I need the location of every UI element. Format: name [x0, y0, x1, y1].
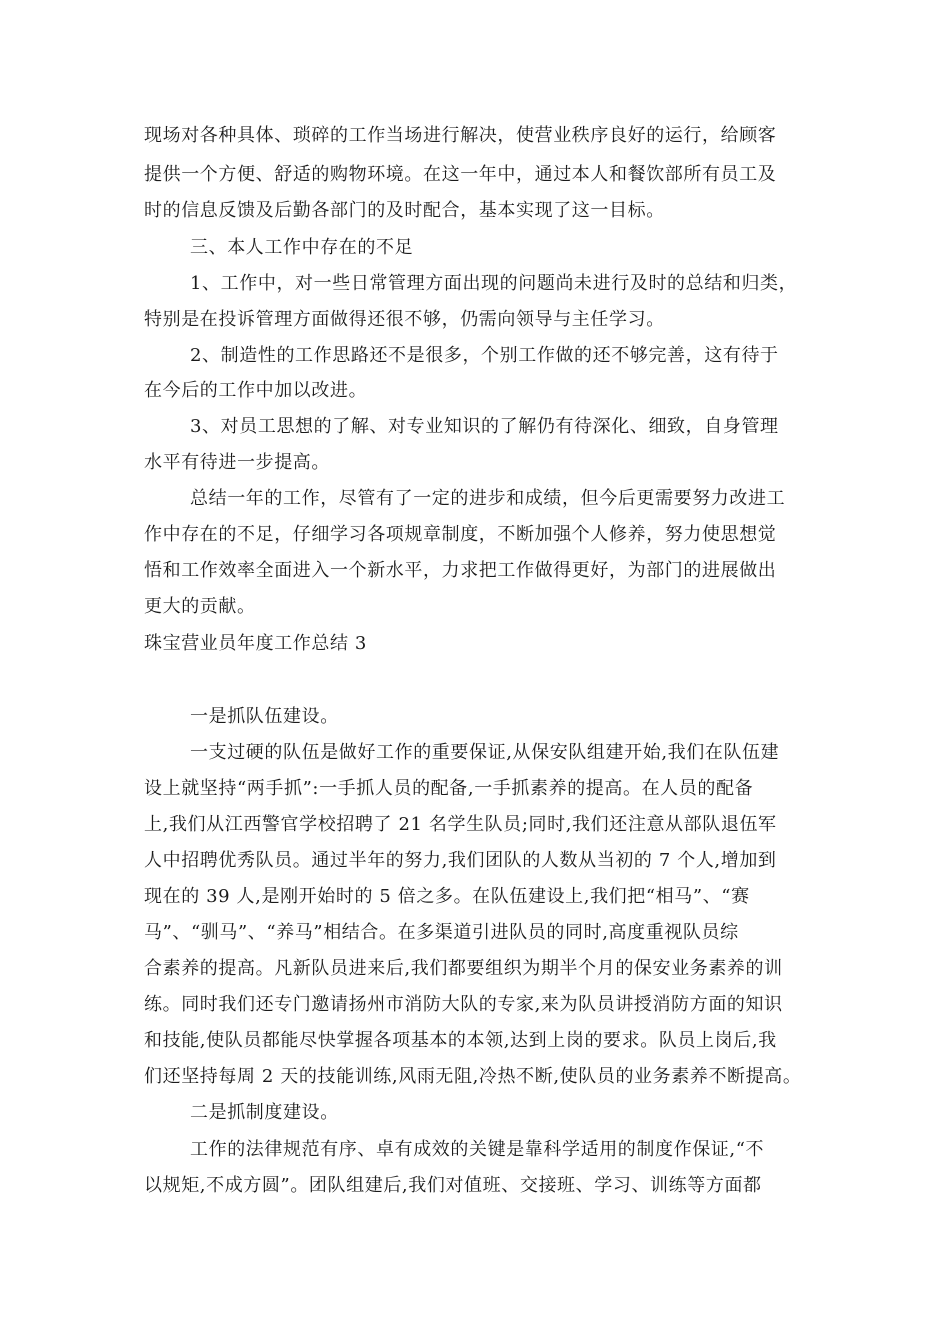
section-heading-deficiencies: 三、本人工作中存在的不足 — [190, 237, 414, 258]
paragraph-line: 在今后的工作中加以改进。 — [144, 380, 368, 401]
paragraph-line: 特别是在投诉管理方面做得还很不够，仍需向领导与主任学习。 — [144, 309, 665, 330]
section-heading-team: 一是抓队伍建设。 — [190, 706, 339, 727]
paragraph-line: 练。同时我们还专门邀请扬州市消防大队的专家,来为队员讲授消防方面的知识 — [144, 994, 783, 1015]
paragraph-line: 合素养的提高。凡新队员进来后,我们都要组织为期半个月的保安业务素养的训 — [144, 958, 783, 979]
paragraph-line: 现场对各种具体、琐碎的工作当场进行解决，使营业秩序良好的运行，给顾客 — [144, 125, 777, 146]
section-heading-system: 二是抓制度建设。 — [190, 1102, 339, 1123]
paragraph-line: 现在的 39 人,是刚开始时的 5 倍之多。在队伍建设上,我们把“相马”、“赛 — [144, 886, 750, 907]
paragraph-line: 上,我们从江西警官学校招聘了 21 名学生队员;同时,我们还注意从部队退伍军 — [144, 814, 777, 835]
paragraph-line: 以规矩,不成方圆”。团队组建后,我们对值班、交接班、学习、训练等方面都 — [144, 1175, 762, 1196]
paragraph-line: 时的信息反馈及后勤各部门的及时配合，基本实现了这一目标。 — [144, 200, 665, 221]
paragraph-line: 工作的法律规范有序、卓有成效的关键是靠科学适用的制度作保证,“不 — [190, 1139, 765, 1160]
paragraph-line: 总结一年的工作，尽管有了一定的进步和成绩，但今后更需要努力改进工 — [190, 488, 786, 509]
document-heading: 珠宝营业员年度工作总结 3 — [144, 633, 367, 654]
paragraph-line: 作中存在的不足，仔细学习各项规章制度，不断加强个人修养，努力使思想觉 — [144, 524, 777, 545]
paragraph-line: 人中招聘优秀队员。通过半年的努力,我们团队的人数从当初的 7 个人,增加到 — [144, 850, 777, 871]
paragraph-line: 2、制造性的工作思路还不是很多，个别工作做的还不够完善，这有待于 — [190, 345, 779, 366]
paragraph-line: 一支过硬的队伍是做好工作的重要保证,从保安队组建开始,我们在队伍建 — [190, 742, 780, 763]
paragraph-line: 们还坚持每周 2 天的技能训练,风雨无阻,冷热不断,使队员的业务素养不断提高。 — [144, 1066, 802, 1087]
paragraph-line: 3、对员工思想的了解、对专业知识的了解仍有待深化、细致，自身管理 — [190, 416, 779, 437]
paragraph-line: 提供一个方便、舒适的购物环境。在这一年中，通过本人和餐饮部所有员工及 — [144, 164, 777, 185]
paragraph-line: 马”、“驯马”、“养马”相结合。在多渠道引进队员的同时,高度重视队员综 — [144, 922, 739, 943]
paragraph-line: 水平有待进一步提高。 — [144, 452, 330, 473]
paragraph-line: 悟和工作效率全面进入一个新水平，力求把工作做得更好，为部门的进展做出 — [144, 560, 777, 581]
paragraph-line: 1、工作中，对一些日常管理方面出现的问题尚未进行及时的总结和归类， — [190, 273, 798, 294]
paragraph-line: 更大的贡献。 — [144, 596, 256, 617]
paragraph-line: 和技能,使队员都能尽快掌握各项基本的本领,达到上岗的要求。队员上岗后,我 — [144, 1030, 777, 1051]
paragraph-line: 设上就坚持“两手抓”:一手抓人员的配备,一手抓素养的提高。在人员的配备 — [144, 778, 754, 799]
